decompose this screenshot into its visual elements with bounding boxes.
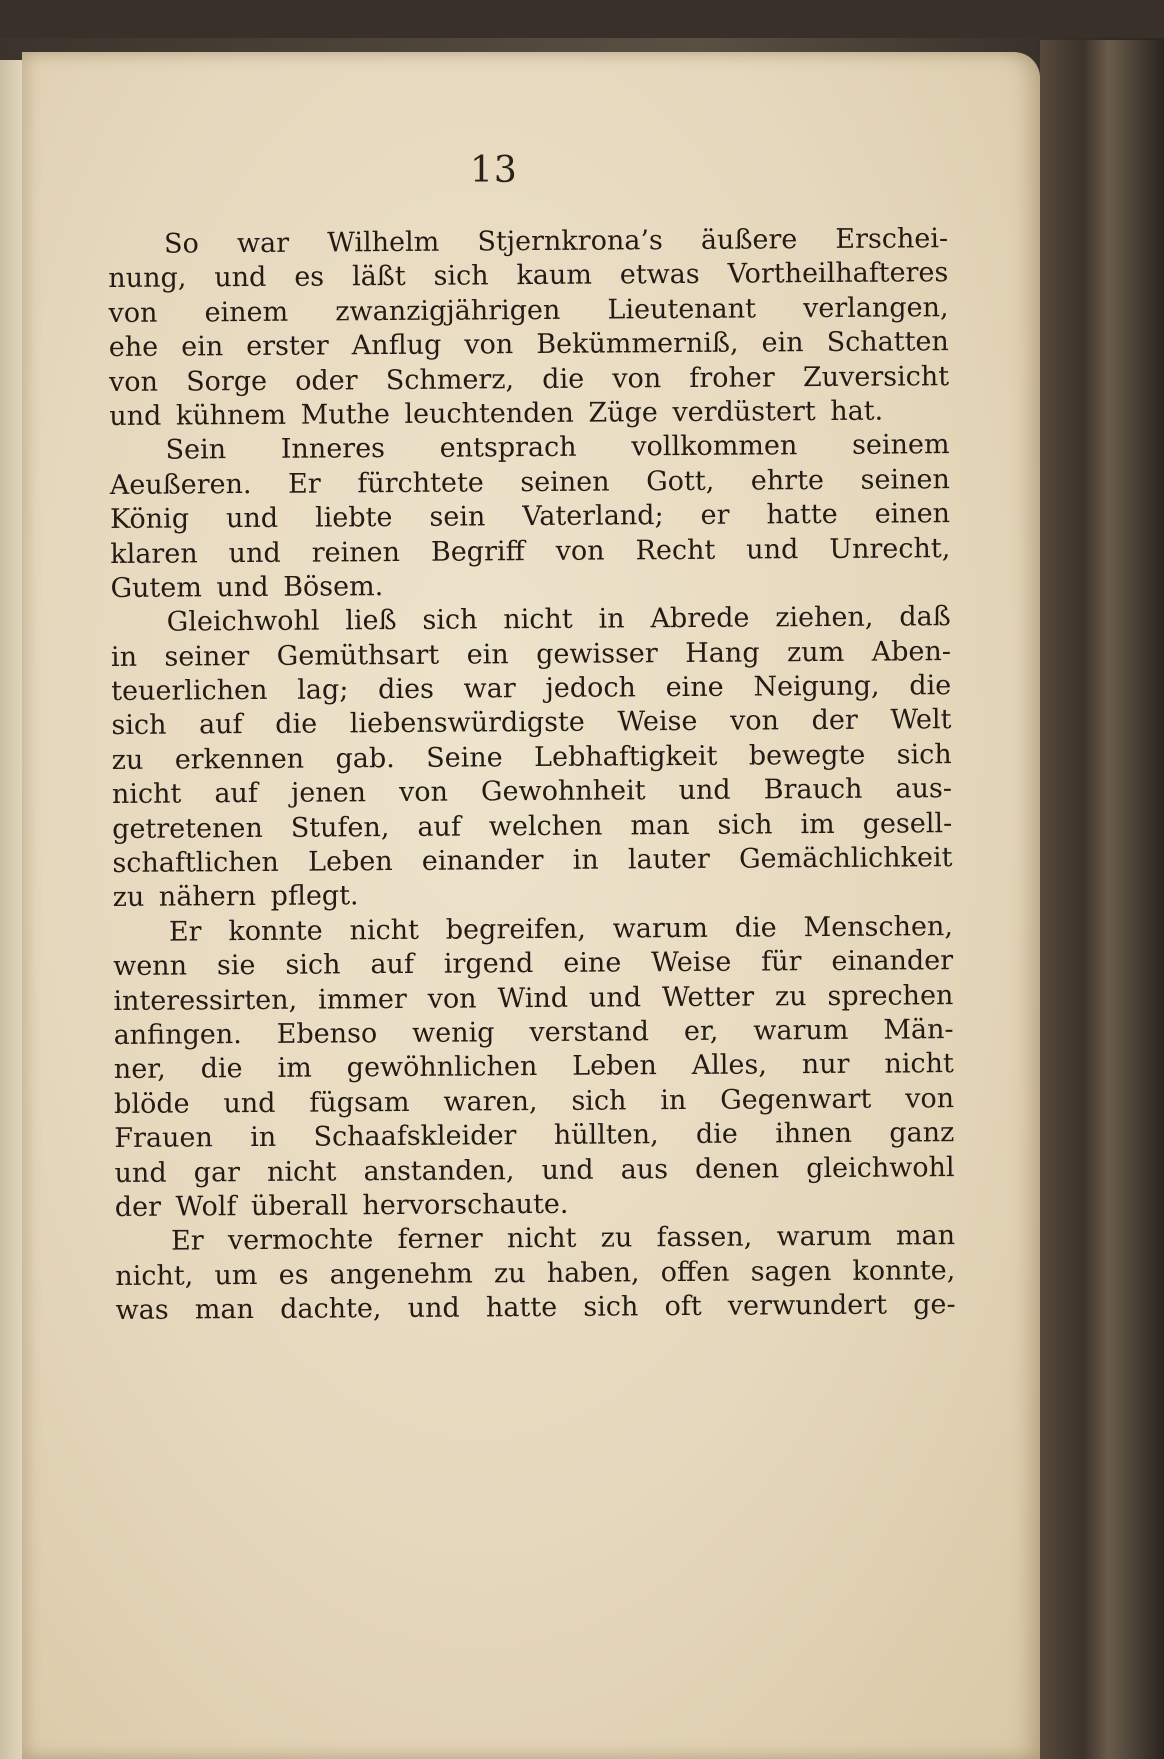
text-line: [111, 704, 951, 744]
text-line-content: anfingen. Ebenso wenig verstand er, warum Män-: [113, 1014, 954, 1051]
book-binding: [1040, 40, 1164, 1759]
text-line: [114, 1116, 954, 1156]
text-line-content: schaftlichen Leben einander in lauter Gemächlichkeit: [112, 842, 953, 880]
text-line: [110, 497, 950, 537]
text-line: [115, 1288, 955, 1328]
text-line: [114, 1082, 954, 1122]
text-line: [111, 669, 951, 709]
text-line: [113, 876, 953, 916]
text-line-content: Gutem und Bösem.: [110, 570, 384, 604]
text-line: [112, 738, 952, 778]
text-line-content: Er vermochte ferner nicht zu fassen, warum man: [170, 1220, 956, 1257]
text-line-content: blöde und fügsam waren, sich in Gegenwart von: [114, 1082, 955, 1120]
text-line-content: sich auf die liebenswürdigste Weise von der Welt: [111, 704, 952, 742]
text-line-content: der Wolf überall hervorschaute.: [114, 1188, 569, 1223]
text-line-content: was man dachte, und hatte sich oft verwundert ge-: [115, 1289, 956, 1327]
text-line-content: von einem zwanzigjährigen Lieutenant verlangen,: [108, 291, 949, 329]
text-line: [114, 1151, 954, 1191]
text-line: [109, 394, 949, 434]
text-line-content: Frauen in Schaafskleider hüllten, die ihnen ganz: [114, 1117, 955, 1155]
text-line: [110, 532, 950, 572]
text-line: [114, 1013, 954, 1053]
text-line: [110, 463, 950, 503]
text-line-content: Aeußeren. Er fürchtete seinen Gott, ehrte seinen: [109, 463, 950, 501]
text-line: [108, 222, 948, 262]
text-line-content: Er konnte nicht begreifen, warum die Menschen,: [168, 910, 954, 948]
text-line-content: So war Wilhelm Stjernkrona’s äußere Erschei-: [164, 223, 949, 260]
text-line: [111, 600, 951, 640]
text-line: [113, 910, 953, 950]
text-line: [108, 257, 948, 297]
text-line-content: zu erkennen gab. Seine Lebhaftigkeit bewegte sich: [111, 738, 952, 776]
text-line: [115, 1219, 955, 1259]
text-line: [109, 325, 949, 365]
text-line-content: Gleichwohl ließ sich nicht in Abrede ziehen, daß: [166, 601, 951, 638]
text-line-content: getretenen Stufen, auf welchen man sich im gesell-: [112, 807, 953, 845]
text-line: [112, 841, 952, 881]
text-line-content: nung, und es läßt sich kaum etwas Vortheilhafteres: [108, 257, 949, 295]
text-line-content: nicht auf jenen von Gewohnheit und Brauch aus-: [111, 773, 953, 811]
text-line-content: zu nähern pflegt.: [112, 880, 359, 914]
text-line-content: klaren und reinen Begriff von Recht und Unrecht,: [110, 532, 951, 570]
text-line-content: und kühnem Muthe leuchtenden Züge verdüstert hat.: [109, 395, 884, 432]
text-line-content: wenn sie sich auf irgend eine Weise für einander: [113, 945, 954, 983]
text-line-content: und gar nicht anstanden, und aus denen gleichwohl: [114, 1151, 955, 1189]
text-line-content: von Sorge oder Schmerz, die von froher Zuversicht: [108, 360, 950, 398]
text-line: [110, 566, 950, 606]
text-line-content: ner, die im gewöhnlichen Leben Alles, nur nicht: [113, 1048, 954, 1086]
text-line: [113, 979, 953, 1019]
text-line-content: König und liebte sein Vaterland; er hatte einen: [109, 498, 951, 536]
text-line: [108, 291, 948, 331]
text-line-content: teuerlichen lag; dies war jedoch eine Neigung, die: [111, 670, 952, 708]
text-line: [113, 944, 953, 984]
text-line-content: Sein Inneres entsprach vollkommen seinem: [165, 429, 950, 466]
text-line-content: nicht, um es angenehm zu haben, offen sagen konnte,: [115, 1254, 956, 1292]
text-line: [109, 428, 949, 468]
text-line: [112, 807, 952, 847]
text-line: [109, 360, 949, 400]
page-number: 13: [470, 150, 518, 191]
text-line: [112, 772, 952, 812]
page-text-block: [108, 222, 956, 1328]
text-line: [111, 635, 951, 675]
text-line: [115, 1254, 955, 1294]
text-line-content: in seiner Gemüthsart ein gewisser Hang zum Aben-: [110, 635, 952, 673]
text-line: [114, 1047, 954, 1087]
text-line: [115, 1185, 955, 1225]
text-line-content: ehe ein erster Anflug von Bekümmerniß, ein Schatten: [108, 326, 949, 364]
text-line-content: interessirten, immer von Wind und Wetter zu sprechen: [113, 979, 954, 1017]
